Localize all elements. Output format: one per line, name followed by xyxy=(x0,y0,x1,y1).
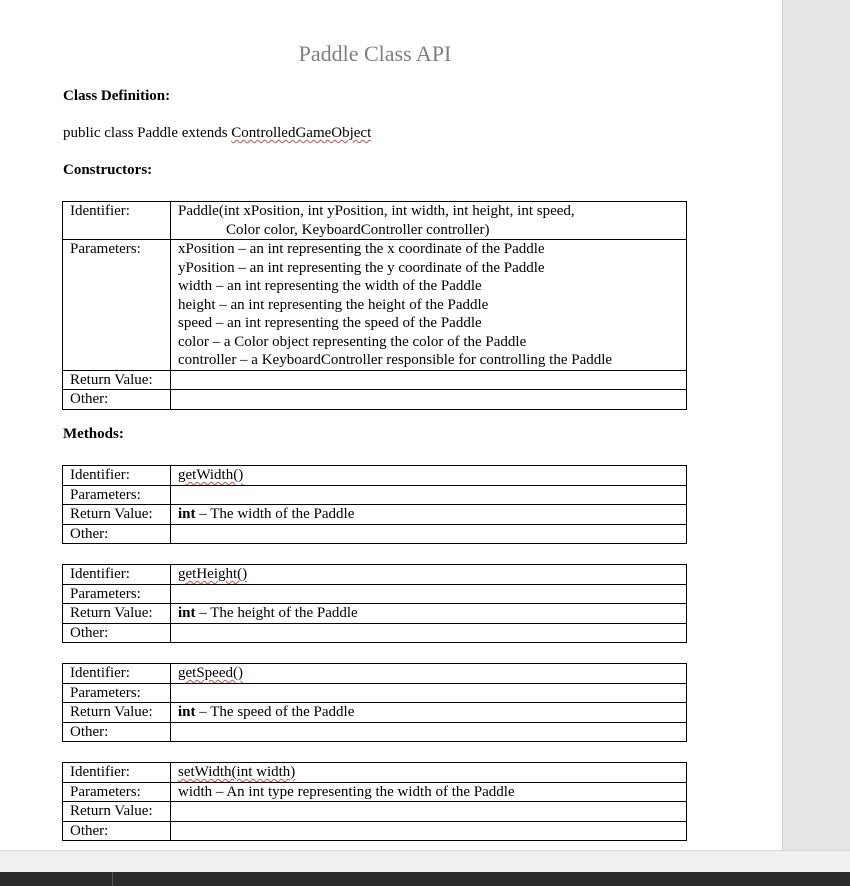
method-table-get-height xyxy=(62,564,687,643)
table-row xyxy=(63,664,687,684)
table-row xyxy=(63,763,687,783)
status-bar xyxy=(0,872,850,886)
return-description: – The speed of the Paddle xyxy=(195,704,355,720)
table-row xyxy=(63,821,687,841)
return-value-label: Return Value: xyxy=(63,370,171,390)
constructor-table xyxy=(62,201,687,410)
parameters-label: Parameters: xyxy=(63,485,171,505)
table-row xyxy=(63,604,687,624)
method-return-value xyxy=(171,604,687,624)
constructor-identifier xyxy=(171,202,687,240)
parameter-line: speed – an int representing the speed of the Paddle xyxy=(178,315,482,331)
parameters-label: Parameters: xyxy=(63,240,171,371)
table-row xyxy=(63,466,687,486)
method-return-value xyxy=(171,802,687,822)
constructor-other xyxy=(171,390,687,410)
table-row xyxy=(63,370,687,390)
right-gutter xyxy=(782,0,850,850)
other-label: Other: xyxy=(63,623,171,643)
table-row xyxy=(63,722,687,742)
method-other xyxy=(171,821,687,841)
return-type: int xyxy=(178,506,196,522)
parameter-line: yPosition – an int representing the y coordinate of the Paddle xyxy=(178,259,545,276)
table-row xyxy=(63,703,687,723)
return-description: – The width of the Paddle xyxy=(195,506,355,522)
parameter-line: height – an int representing the height of the Paddle xyxy=(178,296,489,313)
other-label: Other: xyxy=(63,390,171,410)
table-row xyxy=(63,390,687,410)
class-definition-text xyxy=(63,125,371,142)
parameters-label: Parameters: xyxy=(63,683,171,703)
parameter-line: xPosition – an int representing the x coordinate of the Paddle xyxy=(178,241,545,257)
method-table-get-speed xyxy=(62,663,687,742)
class-definition-prefix: public class Paddle extends xyxy=(63,125,232,141)
table-row xyxy=(63,584,687,604)
method-return-value xyxy=(171,505,687,525)
method-other xyxy=(171,722,687,742)
constructor-signature-line2: Color color, KeyboardController controller) xyxy=(226,221,490,238)
table-row xyxy=(63,802,687,822)
return-description: – The height of the Paddle xyxy=(195,605,358,621)
return-value-label: Return Value: xyxy=(63,703,171,723)
method-parameters xyxy=(171,683,687,703)
constructor-signature-line1: Paddle(int xPosition, int yPosition, int width, int height, int speed, xyxy=(178,203,575,219)
parameter-line: controller – a KeyboardController responsible for controlling the Paddle xyxy=(178,352,613,368)
method-identifier xyxy=(171,565,687,585)
page-gap xyxy=(0,850,850,873)
page-title: Paddle Class API xyxy=(298,41,452,66)
method-return-value xyxy=(171,703,687,723)
methods-heading: Methods: xyxy=(63,426,124,442)
parent-class-name: ControlledGameObject xyxy=(231,125,372,141)
method-identifier xyxy=(171,664,687,684)
return-value-label: Return Value: xyxy=(63,505,171,525)
parameters-label: Parameters: xyxy=(63,782,171,802)
method-signature: getHeight() xyxy=(178,566,248,582)
identifier-label: Identifier: xyxy=(63,466,171,486)
method-parameters xyxy=(171,485,687,505)
identifier-label: Identifier: xyxy=(63,565,171,585)
return-value-label: Return Value: xyxy=(63,604,171,624)
table-row xyxy=(63,202,687,240)
table-row xyxy=(63,623,687,643)
return-type: int xyxy=(178,704,196,720)
other-label: Other: xyxy=(63,524,171,544)
method-parameters: width – An int type representing the width of the Paddle xyxy=(171,782,687,802)
method-identifier xyxy=(171,466,687,486)
return-value-label: Return Value: xyxy=(63,802,171,822)
class-definition-heading: Class Definition: xyxy=(63,88,171,104)
method-table-set-width xyxy=(62,762,687,841)
table-row xyxy=(63,565,687,585)
return-type: int xyxy=(178,605,196,621)
method-table-get-width xyxy=(62,465,687,544)
other-label: Other: xyxy=(63,821,171,841)
identifier-label: Identifier: xyxy=(63,202,171,240)
constructor-return-value xyxy=(171,370,687,390)
table-row xyxy=(63,524,687,544)
constructor-parameters xyxy=(171,240,687,371)
method-other xyxy=(171,623,687,643)
parameter-line: width – an int representing the width of the Paddle xyxy=(178,278,482,294)
method-other xyxy=(171,524,687,544)
identifier-label: Identifier: xyxy=(63,763,171,783)
method-signature: getWidth() xyxy=(178,467,244,483)
parameter-line: color – a Color object representing the color of the Paddle xyxy=(178,333,527,350)
method-signature: setWidth(int width) xyxy=(178,764,296,780)
constructors-heading: Constructors: xyxy=(63,162,153,178)
table-row xyxy=(63,782,687,802)
table-row xyxy=(63,505,687,525)
method-identifier xyxy=(171,763,687,783)
other-label: Other: xyxy=(63,722,171,742)
parameters-label: Parameters: xyxy=(63,584,171,604)
status-bar-divider xyxy=(112,872,113,886)
method-parameters xyxy=(171,584,687,604)
table-row xyxy=(63,485,687,505)
table-row xyxy=(63,683,687,703)
method-signature: getSpeed() xyxy=(178,665,243,681)
table-row xyxy=(63,240,687,371)
identifier-label: Identifier: xyxy=(63,664,171,684)
